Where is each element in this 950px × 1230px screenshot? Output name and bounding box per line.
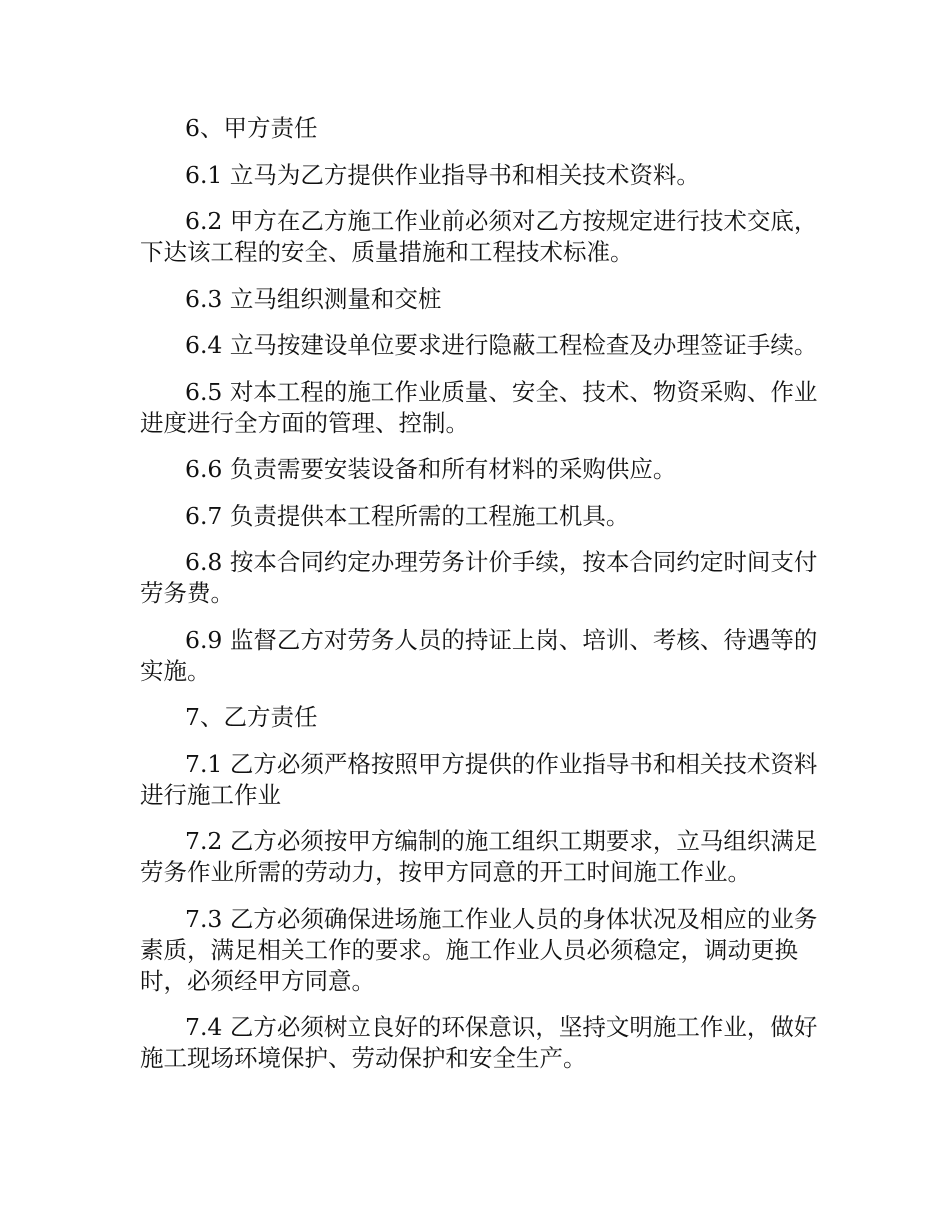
clause-6-9: 6.9 监督乙方对劳务人员的持证上岗、培训、考核、待遇等的实施。 [140, 625, 818, 685]
clause-6-1: 6.1 立马为乙方提供作业指导书和相关技术资料。 [185, 160, 700, 189]
clause-6-2: 6.2 甲方在乙方施工作业前必须对乙方按规定进行技术交底，下达该工程的安全、质量措施和工程技术标准。 [140, 207, 818, 266]
clause-7-4: 7.4 乙方必须树立良好的环保意识，坚持文明施工作业，做好施工现场环境保护、劳动保护和安全生产。 [140, 1013, 818, 1072]
clause-6-3: 6.3 立马组织测量和交桩 [185, 284, 442, 313]
clause-7-3: 7.3 乙方必须确保进场施工作业人员的身体状况及相应的业务素质，满足相关工作的要求。施工作业人员必须稳定，调动更换时，必须经甲方同意。 [140, 904, 818, 995]
clause-6-5: 6.5 对本工程的施工作业质量、安全、技术、物资采购、作业进度进行全方面的管理、控制。 [140, 377, 818, 437]
section-heading-party-b: 7、乙方责任 [185, 703, 318, 731]
clause-7-2: 7.2 乙方必须按甲方编制的施工组织工期要求，立马组织满足劳务作业所需的劳动力，按甲方同意的开工时间施工作业。 [140, 827, 818, 886]
clause-6-7: 6.7 负责提供本工程所需的工程施工机具。 [185, 501, 630, 530]
clause-6-8: 6.8 按本合同约定办理劳务计价手续，按本合同约定时间支付劳务费。 [140, 548, 818, 607]
document-page [140, 113, 840, 1090]
clause-7-1: 7.1 乙方必须严格按照甲方提供的作业指导书和相关技术资料进行施工作业 [140, 749, 818, 809]
clause-6-6: 6.6 负责需要安装设备和所有材料的采购供应。 [185, 455, 677, 483]
clause-6-4: 6.4 立马按建设单位要求进行隐蔽工程检查及办理签证手续。 [185, 331, 818, 359]
section-heading-party-a: 6、甲方责任 [185, 114, 318, 142]
